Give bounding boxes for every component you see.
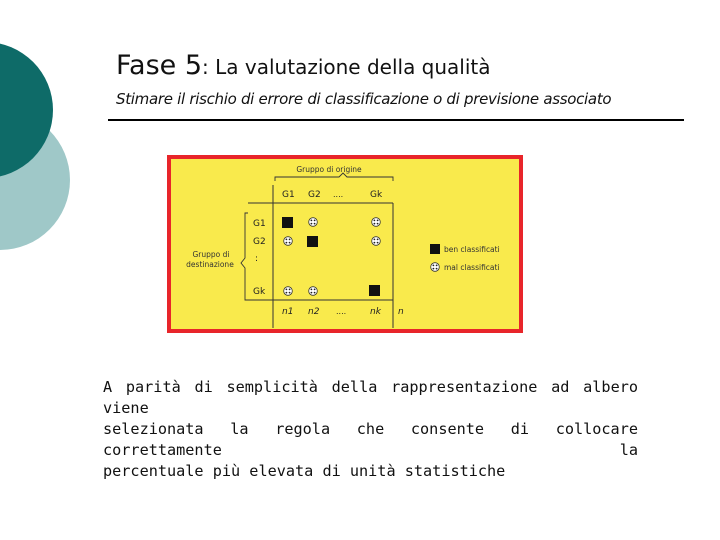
col-total-3: ....	[336, 307, 347, 316]
col-total-2: n2	[308, 307, 320, 317]
error-marker	[309, 218, 318, 227]
error-marker	[284, 237, 293, 246]
error-marker	[372, 218, 381, 227]
row-header-2: G2	[253, 237, 266, 247]
error-marker	[372, 237, 381, 246]
col-total-k: nk	[370, 307, 381, 317]
classification-matrix-diagram	[167, 155, 523, 333]
error-marker	[309, 287, 318, 296]
correct-marker	[307, 236, 318, 247]
col-total-1: n1	[282, 307, 294, 317]
body-paragraph	[103, 377, 638, 482]
diagram-background	[169, 157, 521, 331]
legend-correct-marker	[430, 244, 440, 254]
error-marker	[284, 287, 293, 296]
legend-wrong-label: mal classificati	[444, 263, 500, 272]
title-divider	[108, 119, 684, 121]
title-rest: : La valutazione della qualità	[202, 55, 491, 79]
col-header-3: ....	[333, 190, 344, 199]
grand-total: n	[398, 307, 404, 317]
page-title	[116, 44, 491, 82]
legend-error-marker	[431, 263, 440, 272]
body-line-3: percentuale più elevata di unità statistiche	[103, 462, 506, 480]
destination-group-label-2: destinazione	[186, 260, 234, 269]
decorative-circles	[0, 0, 110, 300]
title-main: Fase 5	[116, 50, 203, 81]
col-header-1: G1	[282, 190, 295, 200]
correct-marker	[369, 285, 380, 296]
subtitle: Stimare il rischio di errore di classificazione o di previsione associato	[116, 90, 612, 108]
row-header-k: Gk	[253, 287, 266, 297]
col-header-k: Gk	[370, 190, 383, 200]
body-line-1: A parità di semplicità della rappresentazione ad albero viene	[103, 378, 638, 417]
origin-group-label: Gruppo di origine	[296, 165, 362, 174]
correct-marker	[282, 217, 293, 228]
row-header-1: G1	[253, 219, 266, 229]
legend-correct-label: ben classificati	[444, 245, 500, 254]
body-line-2: selezionata la regola che consente di collocare correttamente la	[103, 420, 638, 459]
row-header-3: :	[255, 254, 259, 264]
col-header-2: G2	[308, 190, 321, 200]
destination-group-label-1: Gruppo di	[192, 250, 230, 259]
